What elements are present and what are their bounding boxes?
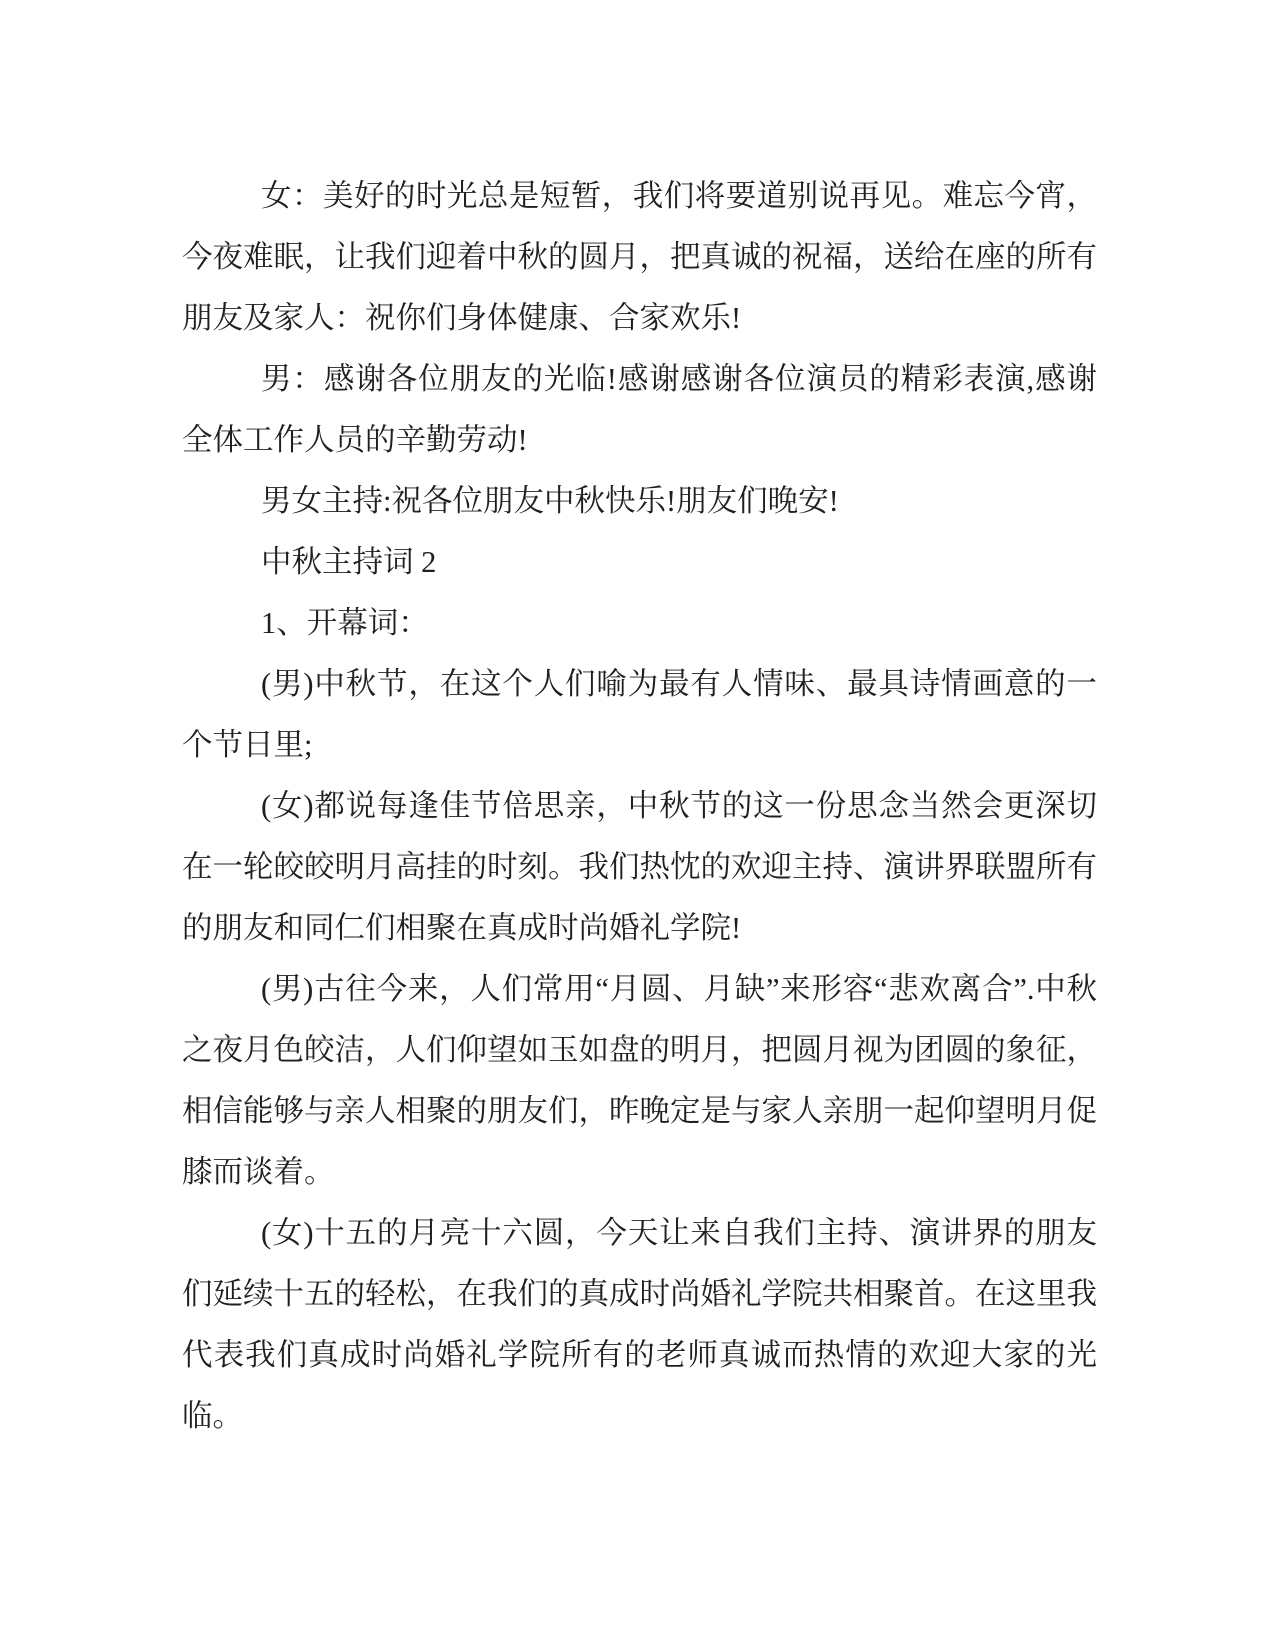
- paragraph-opening-female: (女)都说每逢佳节倍思亲，中秋节的这一份思念当然会更深切在一轮皎皎明月高挂的时刻。我们热忱的欢迎主持、演讲界联盟所有的朋友和同仁们相聚在真成时尚婚礼学院!: [182, 789, 1097, 945]
- paragraph-closing-both-hosts: 男女主持:祝各位朋友中秋快乐!朋友们晚安!: [261, 484, 839, 518]
- document-body: [182, 166, 1097, 1447]
- paragraph-male-moon: (男)古往今来，人们常用“月圆、月缺”来形容“悲欢离合”.中秋之夜月色皎洁，人们仰望如玉如盘的明月，把圆月视为团圆的象征，相信能够与亲人相聚的朋友们，昨晚定是与家人亲朋一起仰望明月促膝而谈着。: [182, 972, 1097, 1189]
- paragraph-closing-male: 男：感谢各位朋友的光临!感谢感谢各位演员的精彩表演,感谢全体工作人员的辛勤劳动!: [182, 362, 1097, 457]
- subsection-heading-opening-remarks: 1、开幕词：: [261, 606, 429, 640]
- paragraph-opening-male: (男)中秋节，在这个人们喻为最有人情味、最具诗情画意的一个节日里;: [182, 667, 1097, 762]
- section-heading: 中秋主持词 2: [261, 545, 437, 579]
- paragraph-closing-female: 女：美好的时光总是短暂，我们将要道别说再见。难忘今宵，今夜难眠，让我们迎着中秋的圆月，把真诚的祝福，送给在座的所有朋友及家人：祝你们身体健康、合家欢乐!: [182, 179, 1097, 335]
- paragraph-female-welcome: (女)十五的月亮十六圆，今天让来自我们主持、演讲界的朋友们延续十五的轻松，在我们的真成时尚婚礼学院共相聚首。在这里我代表我们真成时尚婚礼学院所有的老师真诚而热情的欢迎大家的光临。: [182, 1216, 1097, 1433]
